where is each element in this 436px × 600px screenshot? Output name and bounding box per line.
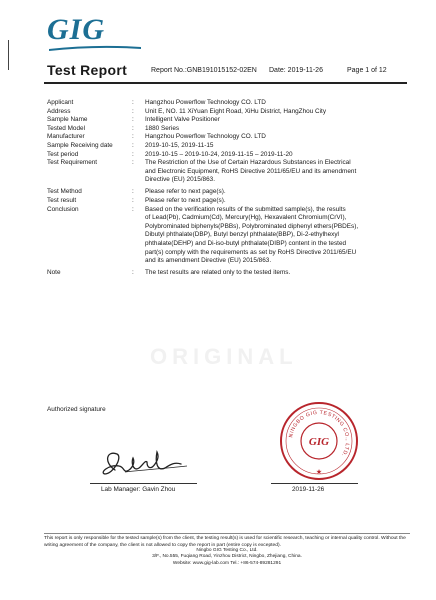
info-label: Sample Name bbox=[47, 116, 88, 124]
info-value: Please refer to next page(s). bbox=[145, 197, 226, 205]
info-separator bbox=[132, 249, 145, 258]
info-label: Address bbox=[47, 107, 71, 115]
info-label: Note bbox=[47, 269, 61, 277]
info-row bbox=[47, 151, 402, 160]
info-value: Intelligent Valve Positioner bbox=[145, 116, 220, 124]
signature-date: 2019-11-26 bbox=[292, 486, 325, 493]
info-value: Unit E, NO. 11 XiYuan Eight Road, XiHu District, HangZhou City bbox=[145, 107, 327, 115]
info-label bbox=[47, 240, 132, 249]
info-label: Test Requirement bbox=[47, 159, 98, 167]
gig-logo bbox=[47, 13, 142, 53]
company-seal bbox=[278, 400, 360, 482]
info-label bbox=[47, 214, 132, 223]
info-value: Hangzhou Powerflow Technology CO. LTD bbox=[145, 133, 266, 141]
info-label: Test result bbox=[47, 197, 77, 205]
info-value: 1880 Series bbox=[145, 124, 180, 132]
info-row bbox=[47, 188, 402, 197]
info-separator: : bbox=[132, 269, 134, 277]
info-row bbox=[47, 116, 402, 125]
info-label bbox=[47, 223, 132, 232]
info-row bbox=[47, 223, 402, 232]
lab-manager-name: Lab Manager: Gavin Zhou bbox=[101, 486, 176, 493]
report-date: Date: 2019-11-26 bbox=[269, 67, 323, 74]
info-separator: : bbox=[132, 141, 134, 149]
info-separator: : bbox=[132, 107, 134, 115]
info-separator bbox=[132, 223, 145, 232]
info-value: Dibutyl phthalate(DBP), Butyl benzyl phthalate(BBP), Di-2-ethylhexyl bbox=[145, 231, 339, 239]
info-separator: : bbox=[132, 205, 134, 213]
info-separator: : bbox=[132, 188, 134, 196]
info-row bbox=[47, 133, 402, 142]
info-value: and Electronic Equipment, RoHS Directive 2011/65/EU and its amendment bbox=[145, 167, 357, 175]
info-separator: : bbox=[132, 197, 134, 205]
info-separator bbox=[132, 240, 145, 249]
info-label bbox=[47, 231, 132, 240]
info-value: Hangzhou Powerflow Technology CO. LTD bbox=[145, 99, 266, 106]
info-value: The Restriction of the Use of Certain Hazardous Substances in Electrical bbox=[145, 159, 351, 167]
info-value: Directive (EU) 2015/863. bbox=[145, 176, 215, 184]
info-separator: : bbox=[132, 150, 134, 158]
info-row bbox=[47, 99, 402, 108]
info-separator: : bbox=[132, 133, 134, 141]
info-row bbox=[47, 168, 402, 177]
info-label: Tested Model bbox=[47, 124, 86, 132]
page-number: Page 1 of 12 bbox=[347, 67, 387, 74]
info-row bbox=[47, 206, 402, 215]
info-separator: : bbox=[132, 124, 134, 132]
handwritten-signature bbox=[95, 448, 190, 482]
info-label: Sample Receiving date bbox=[47, 141, 113, 149]
info-value: Polybrominated biphenyls(PBBs), Polybrominated diphenyl ethers(PBDEs), bbox=[145, 222, 359, 230]
authorized-signature-label: Authorized signature bbox=[47, 406, 106, 413]
info-row bbox=[47, 269, 402, 278]
info-label: Conclusion bbox=[47, 205, 79, 213]
info-row bbox=[47, 108, 402, 117]
date-line bbox=[271, 483, 358, 484]
info-label: Test period bbox=[47, 150, 79, 158]
info-value: Please refer to next page(s). bbox=[145, 188, 226, 196]
info-row bbox=[47, 231, 402, 240]
info-label: Applicant bbox=[47, 99, 74, 106]
binding-mark bbox=[8, 40, 9, 70]
info-value: and its amendment Directive (EU) 2015/863. bbox=[145, 257, 272, 265]
info-label bbox=[47, 257, 132, 266]
info-row bbox=[47, 214, 402, 223]
info-row bbox=[47, 249, 402, 258]
info-value: part(s) comply with the requirements as set by RoHS Directive 2011/65/EU bbox=[145, 248, 357, 256]
info-separator bbox=[132, 257, 145, 266]
info-value: 2019-10-15, 2019-11-15 bbox=[145, 141, 214, 149]
header-rule bbox=[44, 82, 407, 84]
footer-address: 3/F., No.555, Fuqiang Road, Yinzhou District, Ningbo, Zhejiang, China. bbox=[152, 554, 302, 560]
info-row bbox=[47, 240, 402, 249]
info-label: Manufacturer bbox=[47, 133, 85, 141]
info-separator: : bbox=[132, 99, 134, 106]
info-label: Test Method bbox=[47, 188, 82, 196]
footer-company: Ningbo GIG Testing Co., Ltd. bbox=[196, 548, 258, 553]
info-row bbox=[47, 142, 402, 151]
svg-text:★: ★ bbox=[315, 469, 323, 476]
footer-contact: Website: www.gig-lab.com Tel.: +86-574-89281291 bbox=[172, 560, 282, 566]
info-row bbox=[47, 176, 402, 185]
info-separator: : bbox=[132, 116, 134, 124]
report-number: Report No.:GNB191015152-02EN bbox=[151, 67, 257, 74]
logo-swoosh-icon bbox=[49, 45, 141, 51]
info-label bbox=[47, 176, 132, 185]
svg-text:GIG: GIG bbox=[308, 436, 330, 448]
info-value: 2019-10-15 – 2019-10-24, 2019-11-15 – 2019-11-20 bbox=[145, 150, 293, 158]
info-separator bbox=[132, 231, 145, 240]
info-value: The test results are related only to the tested items. bbox=[145, 269, 291, 277]
info-label bbox=[47, 249, 132, 258]
footer bbox=[44, 548, 410, 567]
info-row bbox=[47, 197, 402, 206]
info-separator bbox=[132, 176, 145, 185]
info-separator bbox=[132, 168, 145, 177]
report-info-table bbox=[47, 99, 402, 278]
info-row bbox=[47, 257, 402, 266]
disclaimer-text: This report is only responsible for the tested sample(s) from the client, the testing result(s) is used for scientific research, teaching or internal quality control. Without the writing agreement of the company, the client is not allowed to copy the report in part (entire copy is excepted). bbox=[44, 536, 406, 548]
svg-text:NINGBO GIG TESTING CO., LTD.: NINGBO GIG TESTING CO., LTD. bbox=[288, 409, 351, 458]
original-watermark: ORIGINAL bbox=[150, 344, 298, 369]
info-label bbox=[47, 168, 132, 177]
logo-text: GIG bbox=[47, 13, 106, 46]
info-value: phthalate(DEHP) and Di-iso-butyl phthalate(DIBP) content in the tested bbox=[145, 240, 347, 247]
info-value: Based on the verification results of the submitted sample(s), the results bbox=[145, 205, 346, 213]
info-value: of Lead(Pb), Cadmium(Cd), Mercury(Hg), Hexavalent Chromium(CrVI), bbox=[145, 214, 347, 222]
signature-line bbox=[90, 483, 197, 484]
info-separator: : bbox=[132, 159, 134, 167]
report-header bbox=[47, 62, 405, 80]
info-row bbox=[47, 159, 402, 168]
info-row bbox=[47, 125, 402, 134]
footer-rule bbox=[44, 533, 410, 534]
info-separator bbox=[132, 214, 145, 223]
report-title: Test Report bbox=[47, 62, 128, 78]
